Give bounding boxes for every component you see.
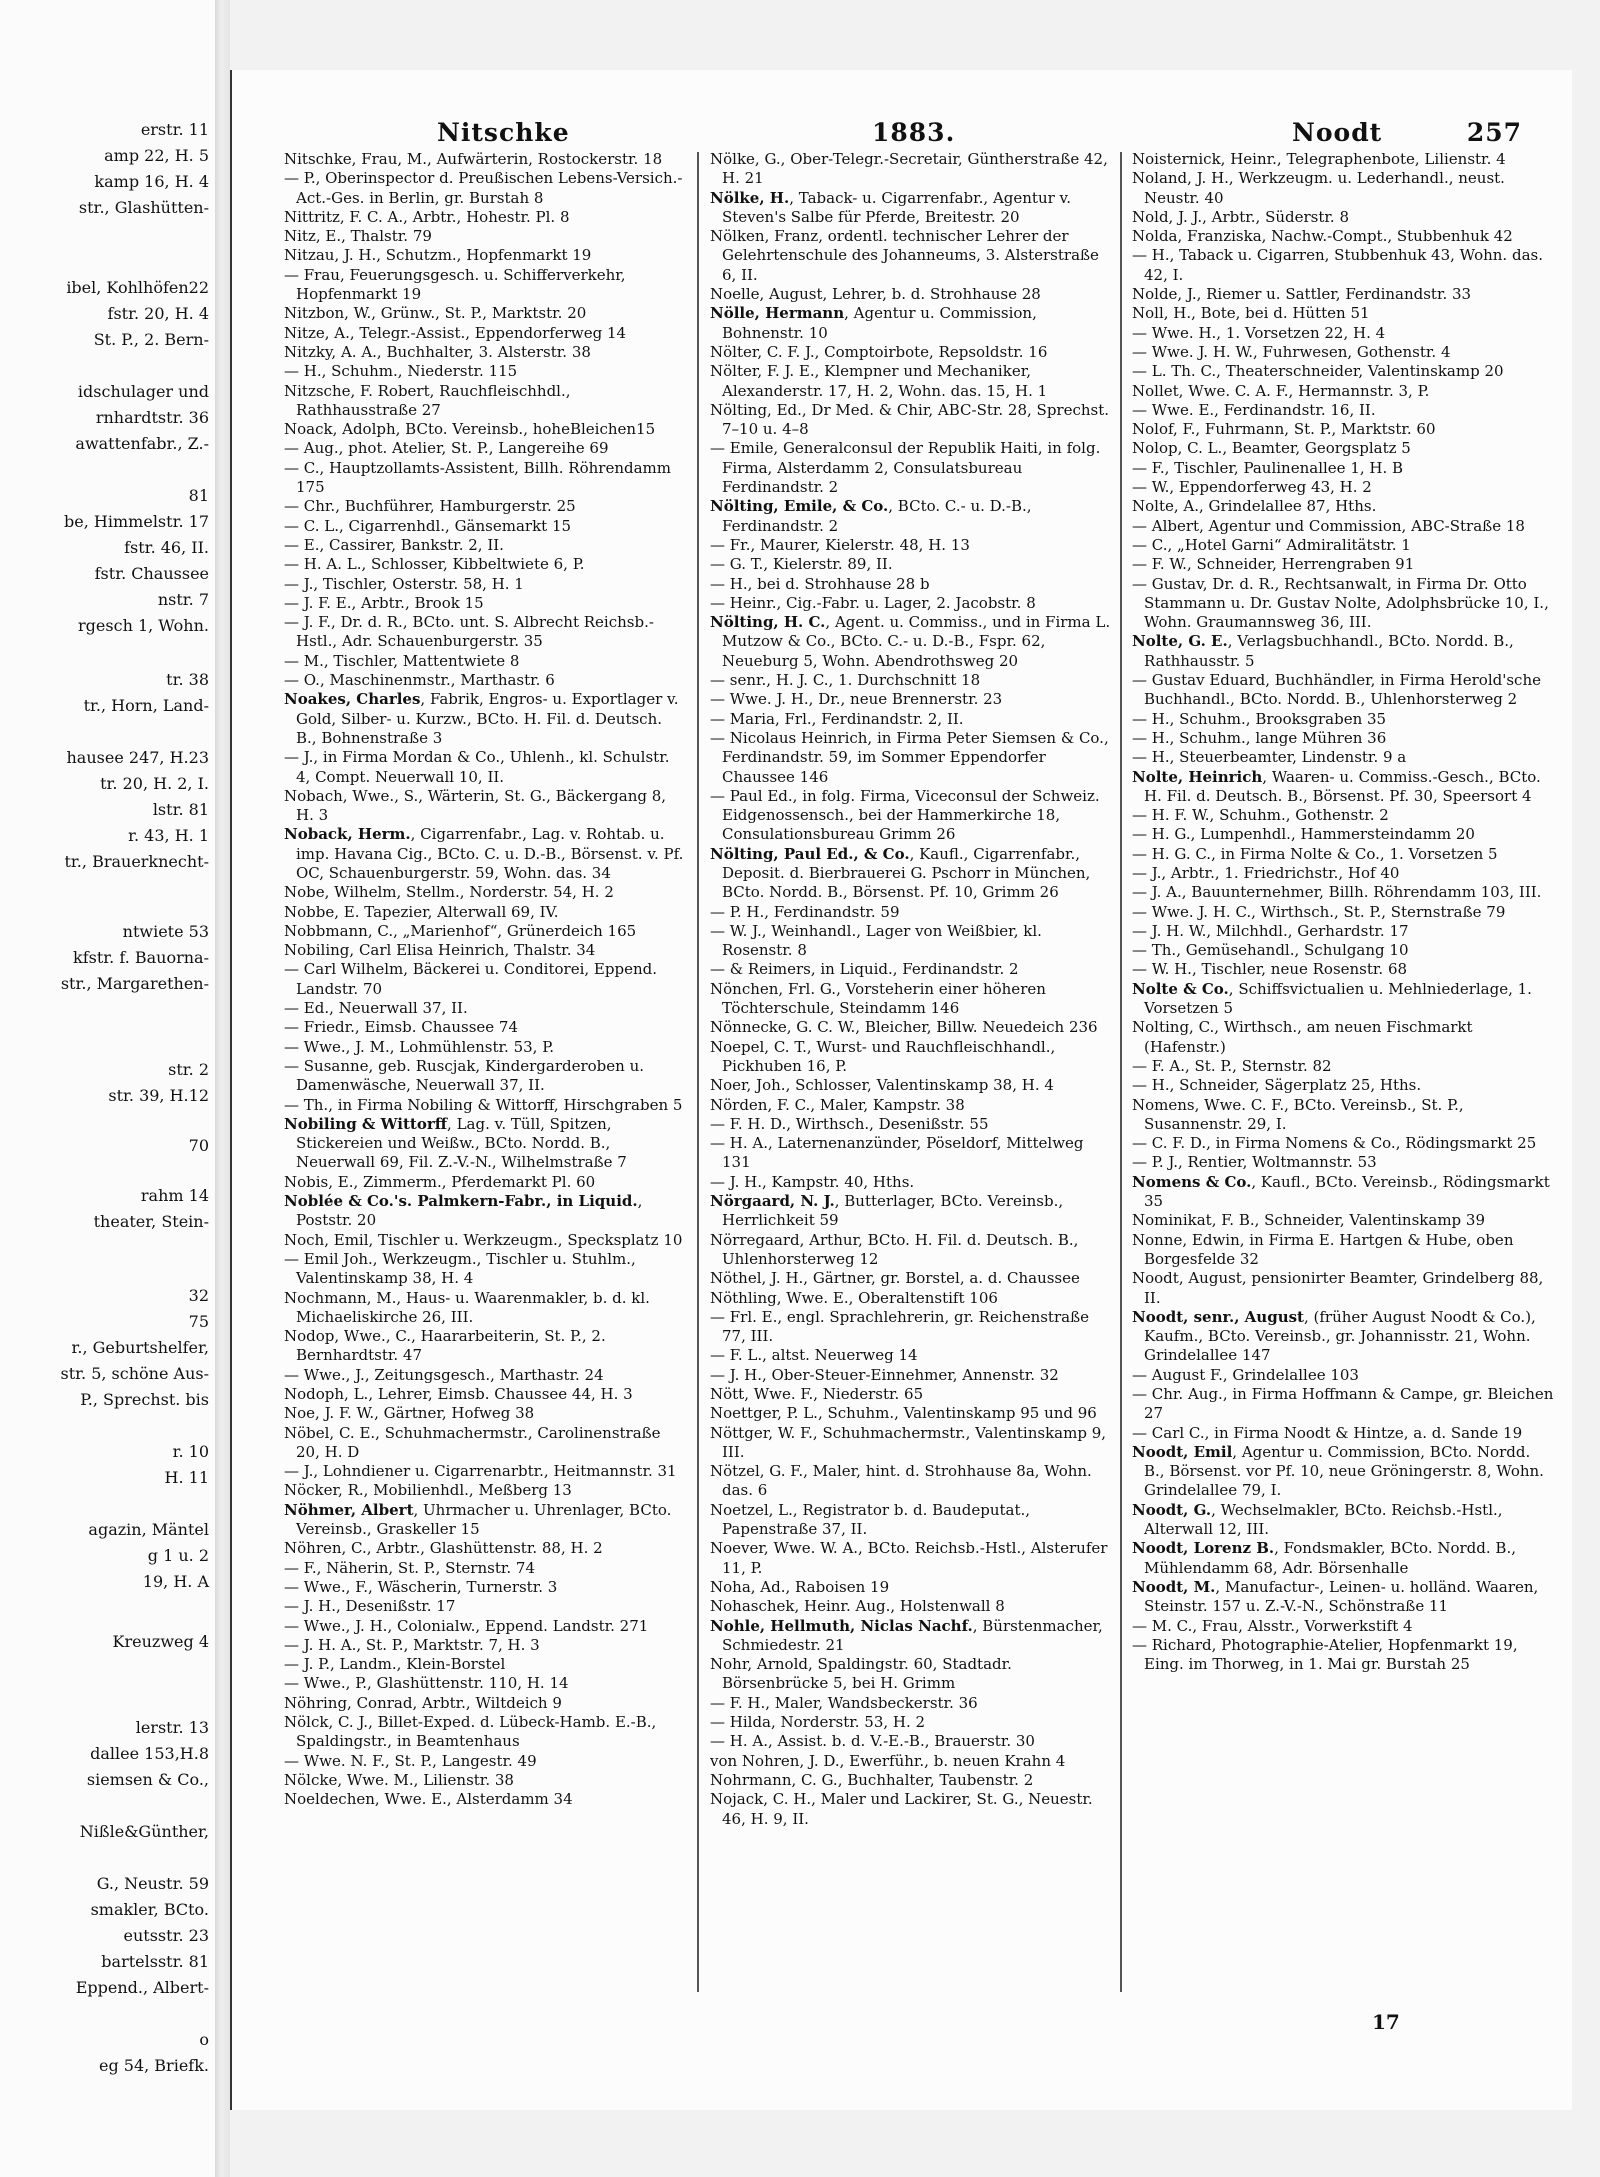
- directory-entry: Noettger, P. L., Schuhm., Valentinskamp 95 und 96: [710, 1404, 1097, 1423]
- directory-entry: Noer, Joh., Schlosser, Valentinskamp 38, H. 4: [710, 1076, 1054, 1095]
- entry-firm-name: Noodt, Lorenz B.: [1132, 1539, 1275, 1558]
- directory-entry: Nomens & Co., Kaufl., BCto. Vereinsb., Rödingsmarkt 35: [1132, 1172, 1550, 1211]
- directory-entry: — J., in Firma Mordan & Co., Uhlenh., kl. Schulstr. 4, Compt. Neuerwall 10, II.: [284, 748, 670, 786]
- previous-page-fragment: 81: [188, 486, 209, 505]
- previous-page-fragment: Kreuzweg 4: [112, 1632, 209, 1651]
- directory-entry: — Carl Wilhelm, Bäckerei u. Conditorei, Eppend. Landstr. 70: [284, 960, 657, 998]
- directory-entry: Nitzbon, W., Grünw., St. P., Marktstr. 20: [284, 304, 587, 323]
- previous-page-fragment: str., Margarethen-: [60, 974, 209, 993]
- previous-page-fragment: eg 54, Briefk.: [98, 2056, 209, 2075]
- directory-entry: — H., bei d. Strohhause 28 b: [710, 574, 930, 593]
- previous-page-fragment: 32: [188, 1286, 209, 1305]
- directory-entry: — W. J., Weinhandl., Lager von Weißbier, kl. Rosenstr. 8: [710, 921, 1042, 960]
- directory-entry: von Nohren, J. D., Ewerführ., b. neuen Krahn 4: [710, 1751, 1066, 1770]
- directory-entry: — Wwe., P., Glashüttenstr. 110, H. 14: [284, 1674, 569, 1693]
- previous-page-fragment: kfstr. f. Bauorna-: [73, 948, 209, 967]
- directory-entry: — H. G. C., in Firma Nolte & Co., 1. Vorsetzen 5: [1132, 844, 1498, 863]
- directory-entry: Noodt, M., Manufactur-, Leinen- u. holländ. Waaren, Steinstr. 157 u. Z.-V.-N., Schönstraße 11: [1132, 1577, 1539, 1616]
- running-head-first-entry: Nitschke: [437, 118, 570, 147]
- previous-page-fragment: nstr. 7: [157, 590, 209, 609]
- entry-firm-name: Noback, Herm.: [284, 825, 411, 844]
- directory-entry: Noodt, senr., August, (früher August Noodt & Co.), Kaufm., BCto. Vereinsb., gr. Johannisstr. 21, Wohn. Grindelallee 147: [1132, 1307, 1536, 1365]
- directory-entry: Nörden, F. C., Maler, Kampstr. 38: [710, 1095, 965, 1114]
- previous-page-fragment: bartelsstr. 81: [101, 1952, 209, 1971]
- directory-entry: Noetzel, L., Registrator b. d. Baudeputat., Papenstraße 37, II.: [710, 1500, 1031, 1539]
- entry-firm-name: Nomens & Co.: [1132, 1172, 1252, 1191]
- directory-entry: — J., Lohndiener u. Cigarrenarbtr., Heitmannstr. 31: [284, 1462, 677, 1481]
- previous-page-fragment: eutsstr. 23: [123, 1926, 209, 1945]
- previous-page-fragment: rnhardtstr. 36: [95, 408, 209, 427]
- previous-page-fragment: o: [199, 2030, 209, 2049]
- directory-entry: Nöttger, W. F., Schuhmachermstr., Valentinskamp 9, III.: [710, 1423, 1107, 1461]
- directory-entry: — F., Tischler, Paulinenallee 1, H. B: [1132, 458, 1404, 477]
- directory-entry: — J. F., Dr. d. R., BCto. unt. S. Albrecht Reichsb.-Hstl., Adr. Schauenburgerstr. 35: [284, 613, 654, 651]
- directory-entry: Nomens, Wwe. C. F., BCto. Vereinsb., St. P., Susannenstr. 29, I.: [1132, 1095, 1464, 1133]
- directory-entry: — Frl. E., engl. Sprachlehrerin, gr. Reichenstraße 77, III.: [710, 1307, 1089, 1346]
- directory-entry: Noha, Ad., Raboisen 19: [710, 1577, 890, 1596]
- previous-page-fragment: Eppend., Albert-: [75, 1978, 209, 1997]
- directory-entry: — J., Arbtr., 1. Friedrichstr., Hof 40: [1132, 863, 1400, 882]
- directory-entry: Nohrmann, C. G., Buchhalter, Taubenstr. 2: [710, 1770, 1034, 1789]
- previous-page-fragment: lstr. 81: [152, 800, 209, 819]
- directory-entry: Noodt, Lorenz B., Fondsmakler, BCto. Nordd. B., Mühlendamm 68, Adr. Börsenhalle: [1132, 1539, 1516, 1577]
- directory-entry: Noakes, Charles, Fabrik, Engros- u. Exportlager v. Gold, Silber- u. Kurzw., BCto. H. Fil. d. Deutsch. B., Bohnenstraße 3: [284, 690, 679, 747]
- previous-page-strip: [0, 0, 215, 2177]
- directory-entry: — Th., in Firma Nobiling & Wittorff, Hirschgraben 5: [284, 1095, 683, 1114]
- previous-page-fragment: ntwiete 53: [122, 922, 209, 941]
- entry-firm-name: Nölke, H.: [710, 188, 790, 207]
- directory-entry: — H., Steuerbeamter, Lindenstr. 9 a: [1132, 748, 1407, 767]
- directory-entry: — H. A. L., Schlosser, Kibbeltwiete 6, P.: [284, 555, 585, 574]
- directory-entry: — C. L., Cigarrenhdl., Gänsemarkt 15: [284, 516, 572, 535]
- directory-entry: Nolde, J., Riemer u. Sattler, Ferdinandstr. 33: [1132, 285, 1472, 304]
- directory-entry: Nohle, Hellmuth, Niclas Nachf., Bürstenmacher, Schmiedestr. 21: [710, 1616, 1103, 1654]
- directory-entry: — Maria, Frl., Ferdinandstr. 2, II.: [710, 709, 964, 728]
- directory-entry: Nitschke, Frau, M., Aufwärterin, Rostockerstr. 18: [284, 150, 663, 168]
- directory-entry: — E., Cassirer, Bankstr. 2, II.: [284, 535, 504, 554]
- directory-page: [230, 70, 1572, 2110]
- directory-entry: Nölter, C. F. J., Comptoirbote, Repsoldstr. 16: [710, 342, 1048, 361]
- directory-entry: Nölting, H. C., Agent. u. Commiss., und in Firma L. Mutzow & Co., BCto. C.- u. D.-B., Fspr. 62, Neueburg 5, Wohn. Abendrothsweg 20: [710, 613, 1111, 670]
- directory-entry: — Wwe., J. H., Colonialw., Eppend. Landstr. 271: [284, 1616, 649, 1635]
- directory-column-2: [710, 150, 1113, 2070]
- directory-entry: Nolte, A., Grindelallee 87, Hths.: [1132, 497, 1377, 516]
- directory-entry: Nölck, C. J., Billet-Exped. d. Lübeck-Hamb. E.-B., Spaldingstr., in Beamtenhaus: [284, 1713, 657, 1751]
- directory-entry: — Wwe., J. M., Lohmühlenstr. 53, P.: [284, 1037, 555, 1056]
- directory-entry: Nominikat, F. B., Schneider, Valentinskamp 39: [1132, 1211, 1486, 1230]
- directory-entry: — Wwe., F., Wäscherin, Turnerstr. 3: [284, 1577, 558, 1596]
- running-head-year: 1883.: [872, 118, 956, 147]
- directory-entry: — Gustav Eduard, Buchhändler, in Firma Herold'sche Buchhandl., BCto. Nordd. B., Uhlenhorsterweg 2: [1132, 671, 1541, 709]
- directory-entry: Nitzsche, F. Robert, Rauchfleischhdl., Rathhausstraße 27: [284, 381, 571, 419]
- directory-entry: — J. H., Ober-Steuer-Einnehmer, Annenstr. 32: [710, 1365, 1059, 1384]
- previous-page-fragment: 70: [188, 1136, 209, 1155]
- entry-firm-name: Nolte, G. E.: [1132, 632, 1228, 651]
- directory-entry: — Albert, Agentur und Commission, ABC-Straße 18: [1132, 516, 1525, 535]
- directory-column-1: [284, 150, 687, 2070]
- directory-entry: — Chr. Aug., in Firma Hoffmann & Campe, gr. Bleichen 27: [1132, 1385, 1554, 1423]
- directory-entry: — F. W., Schneider, Herrengraben 91: [1132, 555, 1415, 574]
- directory-entry: Nobbmann, C., „Marienhof“, Grünerdeich 165: [284, 921, 637, 940]
- directory-entry: Nold, J. J., Arbtr., Süderstr. 8: [1132, 207, 1350, 226]
- directory-entry: — Heinr., Cig.-Fabr. u. Lager, 2. Jacobstr. 8: [710, 593, 1036, 612]
- directory-entry: Noisternick, Heinr., Telegraphenbote, Lilienstr. 4: [1132, 150, 1506, 168]
- entry-firm-name: Nölle, Hermann: [710, 304, 845, 323]
- directory-entry: — J. H. A., St. P., Marktstr. 7, H. 3: [284, 1635, 540, 1654]
- directory-entry: Nolte & Co., Schiffsvictualien u. Mehlniederlage, 1. Vorsetzen 5: [1132, 979, 1532, 1018]
- directory-entry: Nöthling, Wwe. E., Oberaltenstift 106: [710, 1288, 998, 1307]
- previous-page-fragment: str., Glashütten-: [78, 198, 209, 217]
- directory-entry: — H. A., Assist. b. d. V.-E.-B., Brauerstr. 30: [710, 1732, 1035, 1751]
- book-gutter: [215, 0, 230, 2177]
- directory-entry: Nitzau, J. H., Schutzm., Hopfenmarkt 19: [284, 246, 592, 265]
- previous-page-fragment: P., Sprechst. bis: [80, 1390, 209, 1409]
- previous-page-fragment: H. 11: [164, 1468, 209, 1487]
- directory-entry: — Chr., Buchführer, Hamburgerstr. 25: [284, 497, 576, 516]
- previous-page-fragment: fstr. 46, II.: [124, 538, 209, 557]
- previous-page-fragment: tr. 20, H. 2, I.: [100, 774, 209, 793]
- directory-entry: — August F., Grindelallee 103: [1132, 1365, 1359, 1384]
- entry-firm-name: Nölting, Emile, & Co.: [710, 497, 889, 516]
- directory-entry: Nöbel, C. E., Schuhmachermstr., Carolinenstraße 20, H. D: [284, 1423, 661, 1461]
- previous-page-fragment: rgesch 1, Wohn.: [78, 616, 209, 635]
- previous-page-fragment: str. 39, H.12: [108, 1086, 209, 1105]
- directory-entry: — H., Schneider, Sägerplatz 25, Hths.: [1132, 1076, 1422, 1095]
- directory-entry: — Fr., Maurer, Kielerstr. 48, H. 13: [710, 535, 970, 554]
- directory-entry: Nolof, F., Fuhrmann, St. P., Marktstr. 60: [1132, 420, 1436, 439]
- directory-entry: Noblée & Co.'s. Palmkern-Fabr., in Liquid., Poststr. 20: [284, 1192, 643, 1230]
- directory-entry: Nobiling & Wittorff, Lag. v. Tüll, Spitzen, Stickereien und Weißw., BCto. Nordd. B., Neuerwall 69, Fil. Z.-V.-N., Wilhelmstraße 7: [284, 1114, 627, 1172]
- directory-entry: Nöthel, J. H., Gärtner, gr. Borstel, a. d. Chaussee: [710, 1269, 1080, 1288]
- directory-entry: — F. L., altst. Neuerweg 14: [710, 1346, 918, 1365]
- directory-entry: Nollet, Wwe. C. A. F., Hermannstr. 3, P.: [1132, 381, 1430, 400]
- directory-entry: Nobe, Wilhelm, Stellm., Norderstr. 54, H. 2: [284, 883, 614, 902]
- directory-entry: Noch, Emil, Tischler u. Werkzeugm., Specksplatz 10: [284, 1230, 683, 1249]
- directory-entry: Nolting, C., Wirthsch., am neuen Fischmarkt (Hafenstr.): [1132, 1018, 1473, 1056]
- directory-entry: Noack, Adolph, BCto. Vereinsb., hoheBleichen15: [284, 420, 656, 439]
- entry-firm-name: Nölting, H. C.: [710, 613, 826, 632]
- directory-entry: — H. G., Lumpenhdl., Hammersteindamm 20: [1132, 825, 1475, 844]
- previous-page-fragment: G., Neustr. 59: [96, 1874, 209, 1893]
- directory-entry: Noepel, C. T., Wurst- und Rauchfleischhandl., Pickhuben 16, P.: [710, 1037, 1056, 1075]
- previous-page-fragment: awattenfabr., Z.-: [75, 434, 209, 453]
- entry-firm-name: Nobiling & Wittorff: [284, 1114, 448, 1133]
- previous-page-fragment: fstr. Chaussee: [94, 564, 209, 583]
- directory-entry: — F. A., St. P., Sternstr. 82: [1132, 1056, 1332, 1075]
- directory-entry: — Frau, Feuerungsgesch. u. Schifferverkehr, Hopfenmarkt 19: [284, 265, 626, 304]
- previous-page-fragment: dallee 153,H.8: [90, 1744, 209, 1763]
- directory-entry: — Paul Ed., in folg. Firma, Viceconsul der Schweiz. Eidgenossensch., bei der Hammerkirche 18, Consulationsbureau Grimm 26: [710, 786, 1100, 844]
- entry-firm-name: Nöhmer, Albert: [284, 1500, 414, 1519]
- directory-entry: Noeldechen, Wwe. E., Alsterdamm 34: [284, 1790, 573, 1809]
- previous-page-fragment: amp 22, H. 5: [104, 146, 209, 165]
- directory-entry: Nölke, H., Taback- u. Cigarrenfabr., Agentur v. Steven's Salbe für Pferde, Breitestr. 20: [710, 188, 1072, 226]
- directory-entry: Nönchen, Frl. G., Vorsteherin einer höheren Töchterschule, Steindamm 146: [710, 979, 1046, 1018]
- entry-firm-name: Nolte & Co.: [1132, 979, 1229, 998]
- directory-entry: — J. H., Desenißstr. 17: [284, 1597, 456, 1616]
- previous-page-fragment: siemsen & Co.,: [86, 1770, 209, 1789]
- directory-entry: — Richard, Photographie-Atelier, Hopfenmarkt 19, Eing. im Thorweg, in 1. Mai gr. Burstah 25: [1132, 1635, 1518, 1674]
- directory-entry: Nötzel, G. F., Maler, hint. d. Strohhause 8a, Wohn. das. 6: [710, 1462, 1092, 1500]
- directory-entry: Nölting, Emile, & Co., BCto. C.- u. D.-B., Ferdinandstr. 2: [710, 497, 1032, 535]
- directory-entry: — H., Taback u. Cigarren, Stubbenhuk 43, Wohn. das. 42, I.: [1132, 246, 1543, 284]
- directory-entry: Noodt, G., Wechselmakler, BCto. Reichsb.-Hstl., Alterwall 12, III.: [1132, 1500, 1503, 1539]
- directory-entry: Nölting, Paul Ed., & Co., Kaufl., Cigarrenfabr., Deposit. d. Bierbrauerei G. Pschorr in München, BCto. Nordd. B., Börsenst. Pf. 10, Grimm 26: [710, 844, 1091, 902]
- directory-entry: — Nicolaus Heinrich, in Firma Peter Siemsen & Co., Ferdinandstr. 59, im Sommer Eppendorfer Chaussee 146: [710, 728, 1109, 786]
- directory-entry: — J. H., Kampstr. 40, Hths.: [710, 1172, 915, 1191]
- directory-entry: — Carl C., in Firma Noodt & Hintze, a. d. Sande 19: [1132, 1423, 1523, 1442]
- directory-entry: — O., Maschinenmstr., Marthastr. 6: [284, 671, 555, 690]
- directory-entry: — Aug., phot. Atelier, St. P., Langereihe 69: [284, 439, 609, 458]
- entry-firm-name: Nohle, Hellmuth, Niclas Nachf.: [710, 1616, 973, 1635]
- directory-entry: Nörregaard, Arthur, BCto. H. Fil. d. Deutsch. B., Uhlenhorsterweg 12: [710, 1230, 1079, 1268]
- entry-firm-name: Noodt, G.: [1132, 1500, 1212, 1519]
- directory-entry: — G. T., Kielerstr. 89, II.: [710, 555, 893, 574]
- directory-entry: Nörgaard, N. J., Butterlager, BCto. Vereinsb., Herrlichkeit 59: [710, 1192, 1064, 1230]
- directory-entry: — L. Th. C., Theaterschneider, Valentinskamp 20: [1132, 362, 1504, 381]
- directory-entry: Nolda, Franziska, Nachw.-Compt., Stubbenhuk 42: [1132, 227, 1513, 246]
- directory-entry: Nönnecke, G. C. W., Bleicher, Billw. Neuedeich 236: [710, 1018, 1098, 1037]
- directory-entry: — C., Hauptzollamts-Assistent, Billh. Röhrendamm 175: [284, 458, 671, 497]
- previous-page-fragment: 19, H. A: [142, 1572, 209, 1591]
- previous-page-fragment: St. P., 2. Bern-: [93, 330, 209, 349]
- directory-entry: Nölting, Ed., Dr Med. & Chir, ABC-Str. 28, Sprechst. 7–10 u. 4–8: [710, 400, 1110, 439]
- directory-entry: Nölken, Franz, ordentl. technischer Lehrer der Gelehrtenschule des Johanneums, 3. Alsterstraße 6, II.: [710, 227, 1099, 284]
- directory-entry: — W. H., Tischler, neue Rosenstr. 68: [1132, 960, 1408, 979]
- directory-entry: Noodt, Emil, Agentur u. Commission, BCto. Nordd. B., Börsenst. vor Pf. 10, neue Gröningerstr. 8, Wohn. Grindelallee 79, I.: [1132, 1442, 1544, 1500]
- directory-entry: — J. F. E., Arbtr., Brook 15: [284, 593, 484, 612]
- previous-page-fragment: erstr. 11: [140, 120, 209, 139]
- directory-entry: Nodop, Wwe., C., Haararbeiterin, St. P., 2. Bernhardtstr. 47: [284, 1327, 606, 1365]
- directory-entry: Nölke, G., Ober-Telegr.-Secretair, Güntherstraße 42, H. 21: [710, 150, 1108, 188]
- directory-column-3: [1132, 150, 1554, 2070]
- directory-entry: — J. A., Bauunternehmer, Billh. Röhrendamm 103, III.: [1132, 883, 1542, 902]
- directory-entry: — Wwe. J. H. C., Wirthsch., St. P., Sternstraße 79: [1132, 902, 1506, 921]
- previous-page-fragment: tr., Brauerknecht-: [64, 852, 209, 871]
- directory-entry: — Wwe. J. H. W., Fuhrwesen, Gothenstr. 4: [1132, 342, 1451, 361]
- previous-page-fragment: ibel, Kohlhöfen22: [66, 278, 209, 297]
- directory-entry: Nött, Wwe. F., Niederstr. 65: [710, 1385, 924, 1403]
- directory-entry: — Ed., Neuerwall 37, II.: [284, 999, 468, 1018]
- entry-firm-name: Noakes, Charles: [284, 690, 421, 709]
- printer-signature-mark: 17: [1372, 2010, 1400, 2034]
- entry-firm-name: Nolte, Heinrich: [1132, 767, 1263, 786]
- directory-entry: Nölter, F. J. E., Klempner und Mechaniker, Alexanderstr. 17, H. 2, Wohn. das. 15, H. 1: [710, 362, 1048, 400]
- directory-entry: Nobis, E., Zimmerm., Pferdemarkt Pl. 60: [284, 1172, 596, 1191]
- directory-entry: Nojack, C. H., Maler und Lackirer, St. G., Neuestr. 46, H. 9, II.: [710, 1790, 1093, 1828]
- directory-entry: — Wwe. N. F., St. P., Langestr. 49: [284, 1751, 537, 1770]
- previous-page-fragment: rahm 14: [140, 1186, 209, 1205]
- directory-entry: — W., Eppendorferweg 43, H. 2: [1132, 478, 1372, 497]
- previous-page-fragment: r. 43, H. 1: [128, 826, 209, 845]
- directory-entry: — J. P., Landm., Klein-Borstel: [284, 1655, 506, 1674]
- previous-page-fragment: hausee 247, H.23: [66, 748, 209, 767]
- directory-entry: — Emile, Generalconsul der Republik Haiti, in folg. Firma, Alsterdamm 2, Consulatsbureau Ferdinandstr. 2: [710, 439, 1101, 497]
- directory-entry: Nohaschek, Heinr. Aug., Holstenwall 8: [710, 1597, 1005, 1616]
- previous-page-fragment: lerstr. 13: [135, 1718, 209, 1737]
- directory-entry: Nochmann, M., Haus- u. Waarenmakler, b. d. kl. Michaeliskirche 26, III.: [284, 1288, 650, 1326]
- previous-page-fragment: tr. 38: [166, 670, 209, 689]
- directory-entry: — Hilda, Norderstr. 53, H. 2: [710, 1713, 926, 1732]
- previous-page-fragment: theater, Stein-: [93, 1212, 209, 1231]
- previous-page-fragment: 75: [188, 1312, 209, 1331]
- previous-page-fragment: str. 5, schöne Aus-: [60, 1364, 209, 1383]
- directory-entry: — & Reimers, in Liquid., Ferdinandstr. 2: [710, 960, 1019, 979]
- directory-entry: Nölle, Hermann, Agentur u. Commission, Bohnenstr. 10: [710, 304, 1037, 342]
- entry-firm-name: Noblée & Co.'s. Palmkern-Fabr., in Liquid.: [284, 1192, 638, 1211]
- page-number: 257: [1466, 118, 1522, 147]
- directory-entry: — M. C., Frau, Alsstr., Vorwerkstift 4: [1132, 1616, 1413, 1635]
- directory-entry: Noodt, August, pensionirter Beamter, Grindelberg 88, II.: [1132, 1269, 1544, 1307]
- previous-page-fragment: g 1 u. 2: [147, 1546, 209, 1565]
- previous-page-fragment: be, Himmelstr. 17: [64, 512, 209, 531]
- directory-entry: Noever, Wwe. W. A., BCto. Reichsb.-Hstl., Alsterufer 11, P.: [710, 1539, 1108, 1577]
- directory-entry: — Wwe. E., Ferdinandstr. 16, II.: [1132, 400, 1376, 419]
- previous-page-fragment: r., Geburtshelfer,: [71, 1338, 209, 1357]
- directory-entry: Nobiling, Carl Elisa Heinrich, Thalstr. 34: [284, 941, 596, 960]
- directory-entry: Nöcker, R., Mobilienhdl., Meßberg 13: [284, 1481, 572, 1500]
- directory-entry: — C. F. D., in Firma Nomens & Co., Rödingsmarkt 25: [1132, 1134, 1537, 1153]
- previous-page-fragment: r. 10: [172, 1442, 209, 1461]
- directory-entry: — J., Tischler, Osterstr. 58, H. 1: [284, 574, 524, 593]
- directory-entry: — Wwe., J., Zeitungsgesch., Marthastr. 24: [284, 1365, 604, 1384]
- previous-page-fragment: fstr. 20, H. 4: [107, 304, 209, 323]
- previous-page-fragment: agazin, Mäntel: [88, 1520, 209, 1539]
- previous-page-fragment: kamp 16, H. 4: [94, 172, 209, 191]
- directory-entry: — Emil Joh., Werkzeugm., Tischler u. Stuhlm., Valentinskamp 38, H. 4: [284, 1249, 636, 1288]
- entry-firm-name: Noodt, Emil: [1132, 1442, 1233, 1461]
- directory-entry: — Th., Gemüsehandl., Schulgang 10: [1132, 941, 1409, 960]
- previous-page-fragment: str. 2: [168, 1060, 209, 1079]
- directory-entry: Nonne, Edwin, in Firma E. Hartgen & Hube, oben Borgesfelde 32: [1132, 1230, 1514, 1268]
- directory-entry: — P., Oberinspector d. Preußischen Lebens-Versich.-Act.-Ges. in Berlin, gr. Burstah 8: [284, 169, 683, 207]
- directory-entry: — J. H. W., Milchhdl., Gerhardstr. 17: [1132, 921, 1409, 940]
- directory-entry: Nöhring, Conrad, Arbtr., Wiltdeich 9: [284, 1693, 562, 1712]
- directory-entry: — F., Näherin, St. P., Sternstr. 74: [284, 1558, 535, 1577]
- directory-entry: — P. H., Ferdinandstr. 59: [710, 902, 900, 921]
- directory-entry: Nobach, Wwe., S., Wärterin, St. G., Bäckergang 8, H. 3: [284, 786, 667, 825]
- directory-entry: — Wwe. J. H., Dr., neue Brennerstr. 23: [710, 690, 1003, 709]
- directory-entry: — H., Schuhm., Niederstr. 115: [284, 362, 518, 381]
- directory-entry: — F. H., Maler, Wandsbeckerstr. 36: [710, 1693, 978, 1712]
- directory-entry: Nittritz, F. C. A., Arbtr., Hohestr. Pl. 8: [284, 207, 570, 226]
- directory-entry: — Susanne, geb. Ruscjak, Kindergarderoben u. Damenwäsche, Neuerwall 37, II.: [284, 1056, 645, 1095]
- directory-entry: — H. A., Laternenanzünder, Pöseldorf, Mittelweg 131: [710, 1134, 1084, 1172]
- directory-entry: — Friedr., Eimsb. Chaussee 74: [284, 1018, 519, 1037]
- entry-firm-name: Noodt, senr., August: [1132, 1307, 1304, 1326]
- directory-entry: — H., Schuhm., lange Mühren 36: [1132, 728, 1387, 747]
- directory-entry: Nodoph, L., Lehrer, Eimsb. Chaussee 44, H. 3: [284, 1385, 633, 1403]
- directory-entry: — F. H. D., Wirthsch., Desenißstr. 55: [710, 1114, 989, 1133]
- directory-entry: Nöhmer, Albert, Uhrmacher u. Uhrenlager, BCto. Vereinsb., Graskeller 15: [284, 1500, 672, 1539]
- directory-entry: — H. F. W., Schuhm., Gothenstr. 2: [1132, 806, 1389, 825]
- directory-entry: Nölcke, Wwe. M., Lilienstr. 38: [284, 1770, 514, 1789]
- directory-entry: Noe, J. F. W., Gärtner, Hofweg 38: [284, 1404, 535, 1423]
- directory-entry: Nohr, Arnold, Spaldingstr. 60, Stadtadr. Börsenbrücke 5, bei H. Grimm: [710, 1655, 1012, 1693]
- directory-entry: — P. J., Rentier, Woltmannstr. 53: [1132, 1153, 1377, 1172]
- directory-entry: Noelle, August, Lehrer, b. d. Strohhause 28: [710, 285, 1041, 304]
- entry-firm-name: Noodt, M.: [1132, 1577, 1216, 1596]
- entry-firm-name: Nölting, Paul Ed., & Co.: [710, 844, 910, 863]
- directory-entry: Nolte, G. E., Verlagsbuchhandl., BCto. Nordd. B., Rathhausstr. 5: [1132, 632, 1514, 670]
- directory-entry: Nitze, A., Telegr.-Assist., Eppendorferweg 14: [284, 323, 627, 342]
- directory-entry: — senr., H. J. C., 1. Durchschnitt 18: [710, 671, 981, 690]
- column-rule: [1120, 152, 1122, 1992]
- running-head-last-entry: Noodt: [1292, 118, 1383, 147]
- column-rule: [697, 152, 699, 1992]
- previous-page-fragment: tr., Horn, Land-: [83, 696, 209, 715]
- previous-page-fragment: Nißle&Günther,: [79, 1822, 209, 1841]
- directory-entry: Noll, H., Bote, bei d. Hütten 51: [1132, 304, 1370, 323]
- previous-page-fragment: smakler, BCto.: [90, 1900, 209, 1919]
- entry-firm-name: Nörgaard, N. J.: [710, 1192, 835, 1211]
- directory-entry: Nobbe, E. Tapezier, Alterwall 69, IV.: [284, 902, 559, 921]
- directory-entry: — Wwe. H., 1. Vorsetzen 22, H. 4: [1132, 323, 1386, 342]
- directory-entry: — Gustav, Dr. d. R., Rechtsanwalt, in Firma Dr. Otto Stammann u. Dr. Gustav Nolte, Adolphsbrücke 10, I., Wohn. Graumannsweg 36, III.: [1132, 574, 1549, 632]
- previous-page-fragment: idschulager und: [77, 382, 209, 401]
- directory-entry: — M., Tischler, Mattentwiete 8: [284, 651, 520, 670]
- directory-entry: Nitzky, A. A., Buchhalter, 3. Alsterstr. 38: [284, 342, 591, 361]
- directory-entry: Nöhren, C., Arbtr., Glashüttenstr. 88, H. 2: [284, 1539, 603, 1558]
- directory-entry: Nitz, E., Thalstr. 79: [284, 227, 432, 246]
- directory-entry: Nolop, C. L., Beamter, Georgsplatz 5: [1132, 439, 1411, 458]
- directory-entry: Noland, J. H., Werkzeugm. u. Lederhandl., neust. Neustr. 40: [1132, 169, 1505, 207]
- directory-entry: — C., „Hotel Garni“ Admiralitätstr. 1: [1132, 535, 1411, 554]
- directory-entry: — H., Schuhm., Brooksgraben 35: [1132, 709, 1387, 728]
- directory-entry: Noback, Herm., Cigarrenfabr., Lag. v. Rohtab. u. imp. Havana Cig., BCto. C. u. D.-B., Börsenst. v. Pf. OC, Schauenburgerstr. 59, Wohn. das. 34: [284, 825, 684, 882]
- directory-entry: Nolte, Heinrich, Waaren- u. Commiss.-Gesch., BCto. H. Fil. d. Deutsch. B., Börsenst. Pf. 30, Speersort 4: [1132, 767, 1541, 805]
